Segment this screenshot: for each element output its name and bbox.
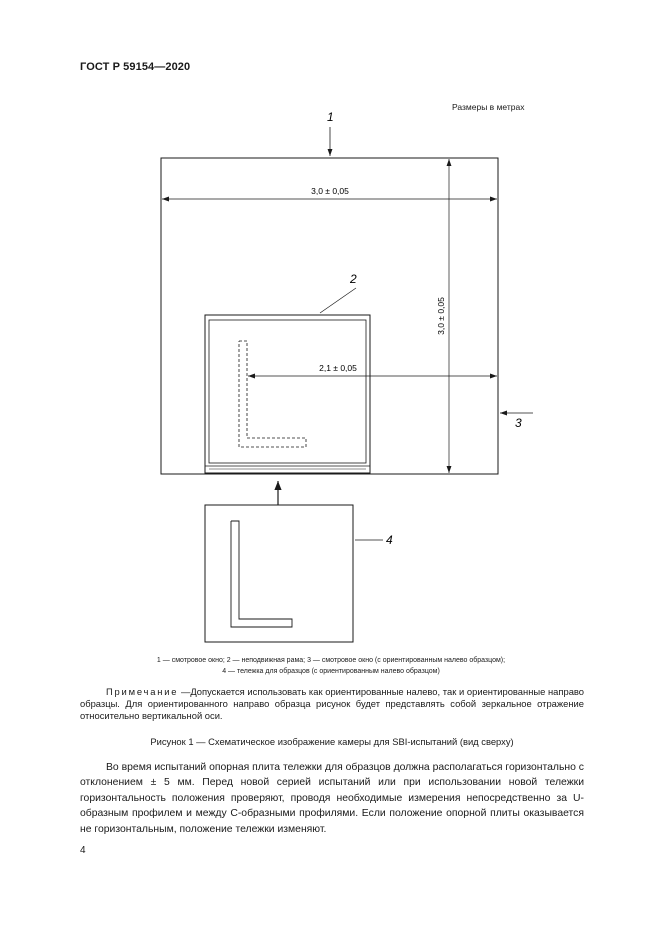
dimension-width-label: 3,0 ± 0,05	[311, 186, 349, 196]
trolley-specimen-outline	[231, 521, 292, 627]
callout-4-label: 4	[386, 533, 393, 547]
note-text: —Допускается использовать как ориентированные налево, так и ориентированные направо образцы. Для ориентированного направо образца рисунок будет представлять собой зеркальное отражение относительно вертикальной оси.	[80, 686, 584, 722]
note-prefix: Примечание	[106, 686, 179, 697]
callout-3-label: 3	[515, 416, 522, 430]
body-paragraph: Во время испытаний опорная плита тележки для образцов должна располагаться горизонтально с отклонением ± 5 мм. Перед новой серией испытаний или при использовании новой тележки горизонтальность положения проверяют, проводя необходимые измерения непосредственно за U-образным профилем и между C-образными профилями. Если положение опорной плиты оказывается не горизонтальным, положение тележки изменяют.	[80, 762, 584, 835]
figure-legend-line-2: 4 — тележка для образцов (с ориентированным налево образцом)	[222, 668, 440, 675]
callout-2-label: 2	[350, 272, 357, 286]
specimen-dashed-outline	[239, 341, 306, 447]
dimensions-note: Размеры в метрах	[452, 102, 525, 112]
dimension-offset-label: 2,1 ± 0,05	[319, 363, 357, 373]
specimen-trolley	[205, 505, 353, 642]
dimension-height-label: 3,0 ± 0,05	[436, 297, 446, 335]
fixed-frame-inner	[209, 320, 366, 463]
callout-1-label: 1	[327, 110, 334, 124]
callout-2-leader	[320, 288, 356, 313]
figure-note	[80, 686, 584, 723]
fixed-frame	[205, 315, 370, 473]
page-number: 4	[80, 845, 86, 856]
figure-caption: Рисунок 1 — Схематическое изображение камеры для SBI-испытаний (вид сверху)	[150, 736, 514, 747]
chamber-outline	[161, 158, 498, 474]
figure-legend-line-1: 1 — смотровое окно; 2 — неподвижная рама; 3 — смотровое окно (с ориентированным налево образцом);	[156, 657, 506, 664]
document-header: ГОСТ Р 59154—2020	[80, 61, 191, 73]
